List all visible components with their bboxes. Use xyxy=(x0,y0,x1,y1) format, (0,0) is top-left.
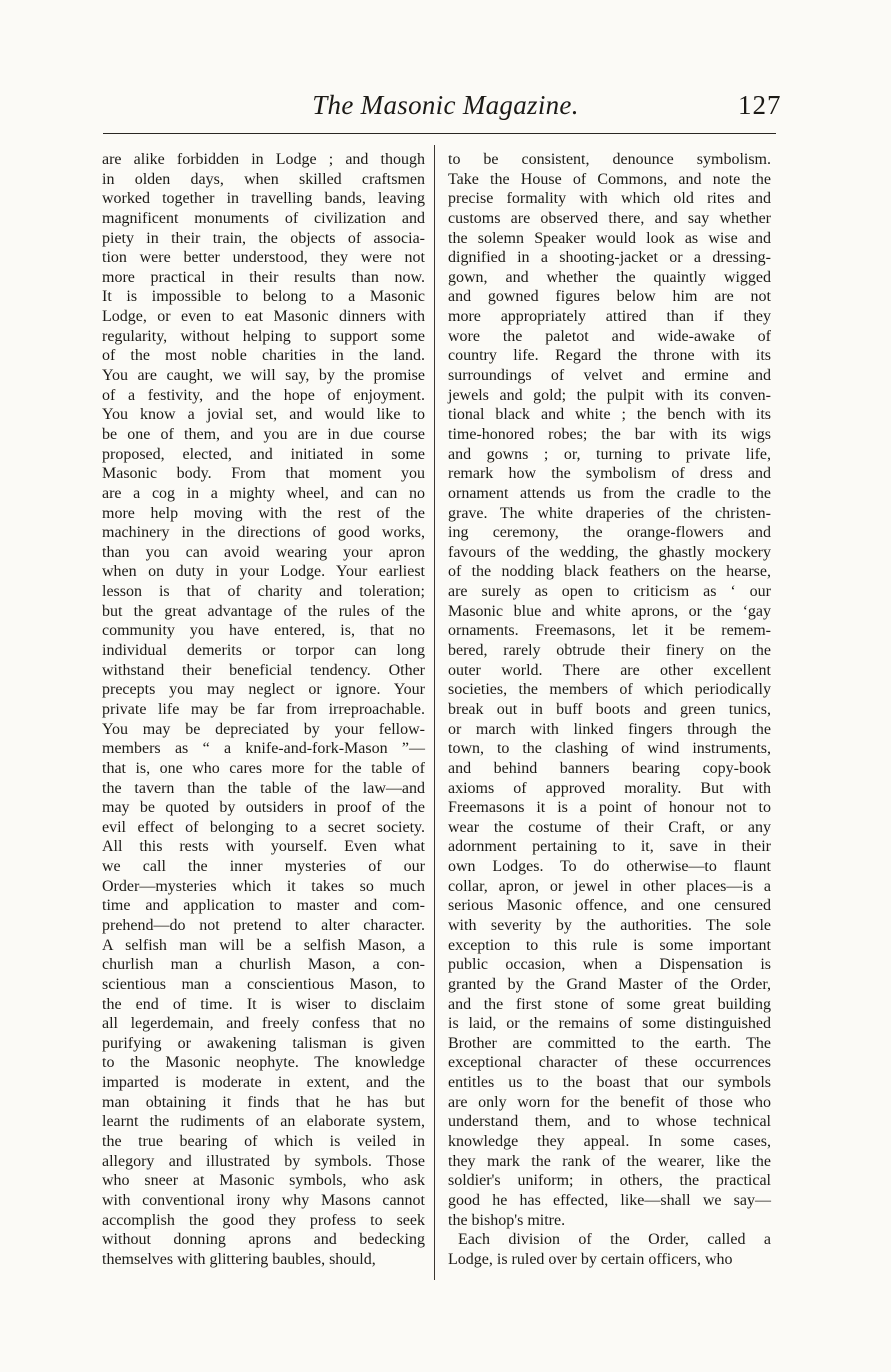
text-line: Lodge, is ruled over by certain officers, who xyxy=(448,1250,733,1268)
text-line: than you can avoid wearing your apron xyxy=(102,543,425,561)
text-line: remark how the symbolism of dress and xyxy=(448,465,771,483)
text-line: soldier's uniform; in others, the practical xyxy=(448,1172,771,1190)
text-line: man obtaining it finds that he has but xyxy=(102,1093,425,1111)
text-line: All this rests with yourself. Even what xyxy=(102,838,425,856)
text-line: be one of them, and you are in due course xyxy=(102,425,425,443)
text-line: exception to this rule is some important xyxy=(448,936,771,954)
text-line: knowledge they appeal. In some cases, xyxy=(448,1133,771,1151)
text-line: understand them, and to whose technical xyxy=(448,1113,771,1131)
text-line: own Lodges. To do otherwise—to flaunt xyxy=(448,858,771,876)
text-line: in olden days, when skilled craftsmen xyxy=(102,170,425,188)
text-line: You are caught, we will say, by the promise xyxy=(102,367,425,385)
text-line: country life. Regard the throne with its xyxy=(448,347,771,365)
text-line: are surely as open to criticism as ‘ our xyxy=(448,583,771,601)
text-line: proposed, elected, and initiated in some xyxy=(102,445,425,463)
running-title: The Masonic Magazine. xyxy=(312,90,579,120)
text-line: wore the paletot and wide-awake of xyxy=(448,327,771,345)
text-line: exceptional character of these occurrences xyxy=(448,1054,771,1072)
text-line: Order—mysteries which it takes so much xyxy=(102,877,425,895)
text-line: and gowned figures below him are not xyxy=(448,288,771,306)
text-line: the solemn Speaker would look as wise and xyxy=(448,229,771,247)
text-line: to the Masonic neophyte. The knowledge xyxy=(102,1054,425,1072)
text-line: that is, one who cares more for the table of xyxy=(102,759,425,777)
left-text-column xyxy=(102,150,425,1270)
text-line: magnificent monuments of civilization and xyxy=(102,209,425,227)
text-line: Masonic body. From that moment you xyxy=(102,465,425,483)
page-number: 127 xyxy=(738,90,782,120)
text-line: individual demerits or torpor can long xyxy=(102,642,425,660)
text-line: all legerdemain, and freely confess that no xyxy=(102,1015,425,1033)
text-line: community you have entered, is, that no xyxy=(102,622,425,640)
text-line: public occasion, when a Dispensation is xyxy=(448,956,771,974)
text-line: of the most noble charities in the land. xyxy=(102,347,425,365)
text-line: to be consistent, denounce symbolism. xyxy=(448,151,771,168)
header-rule xyxy=(103,133,776,134)
text-line: we call the inner mysteries of our xyxy=(102,858,425,876)
text-line: evil effect of belonging to a secret society. xyxy=(102,818,425,836)
text-line: gown, and whether the quaintly wigged xyxy=(448,268,771,286)
text-line: more help moving with the rest of the xyxy=(102,504,425,522)
text-line: ornaments. Freemasons, let it be remem- xyxy=(448,622,771,640)
text-line: the tavern than the table of the law—and xyxy=(102,779,425,797)
text-line: Take the House of Commons, and note the xyxy=(448,170,771,188)
text-line: of the nodding black feathers on the hearse, xyxy=(448,563,771,581)
text-line: favours of the wedding, the ghastly mockery xyxy=(448,543,771,561)
text-line: and gowns ; or, turning to private life, xyxy=(448,445,771,463)
text-line: societies, the members of which periodically xyxy=(448,681,771,699)
text-line: break out in buff boots and green tunics, xyxy=(448,700,771,718)
text-line: granted by the Grand Master of the Order, xyxy=(448,975,771,993)
text-line: grave. The white draperies of the christen- xyxy=(448,504,771,522)
column-divider xyxy=(434,145,435,1280)
text-line: town, to the clashing of wind instruments, xyxy=(448,740,771,758)
text-line: scientious man a conscientious Mason, to xyxy=(102,975,425,993)
text-line: piety in their train, the objects of associa- xyxy=(102,229,425,247)
text-line: adornment pertaining to it, save in their xyxy=(448,838,771,856)
text-line: bered, rarely obtrude their finery on the xyxy=(448,642,771,660)
text-line: with conventional irony why Masons cannot xyxy=(102,1191,425,1209)
page-header xyxy=(0,84,891,124)
text-line: time-honored robes; the bar with its wigs xyxy=(448,425,771,443)
text-line: ornament attends us from the cradle to the xyxy=(448,484,771,502)
text-line: time and application to master and com- xyxy=(102,897,425,915)
text-line: Brother are committed to the earth. The xyxy=(448,1034,771,1052)
text-line: imparted is moderate in extent, and the xyxy=(102,1074,425,1092)
text-line: may be quoted by outsiders in proof of the xyxy=(102,799,425,817)
text-line: precepts you may neglect or ignore. Your xyxy=(102,681,425,699)
text-line: are only worn for the benefit of those who xyxy=(448,1093,771,1111)
text-line: and behind banners bearing copy-book xyxy=(448,759,771,777)
text-line: but the great advantage of the rules of the xyxy=(102,602,425,620)
text-line: regularity, without helping to support some xyxy=(102,327,425,345)
text-line: without donning aprons and bedecking xyxy=(102,1231,425,1249)
text-line: collar, apron, or jewel in other places—is a xyxy=(448,877,771,895)
text-line: of a festivity, and the hope of enjoyment. xyxy=(102,386,425,404)
text-line: lesson is that of charity and toleration; xyxy=(102,583,425,601)
text-line: axioms of approved morality. But with xyxy=(448,779,771,797)
text-line: outer world. There are other excellent xyxy=(448,661,771,679)
text-line: ing ceremony, the orange-flowers and xyxy=(448,524,771,542)
text-line: the end of time. It is wiser to disclaim xyxy=(102,995,425,1013)
text-line: and the first stone of some great building xyxy=(448,995,771,1013)
text-line: they mark the rank of the wearer, like the xyxy=(448,1152,771,1170)
text-line: Masonic blue and white aprons, or the ‘gay xyxy=(448,602,771,620)
text-line: entitles us to the boast that our symbols xyxy=(448,1074,771,1092)
text-line: are alike forbidden in Lodge ; and though xyxy=(102,151,425,168)
text-line: accomplish the good they profess to seek xyxy=(102,1211,425,1229)
text-line: more appropriately attired than if they xyxy=(448,308,771,326)
text-line: learnt the rudiments of an elaborate system, xyxy=(102,1113,425,1131)
text-line: the true bearing of which is veiled in xyxy=(102,1133,425,1151)
text-line: jewels and gold; the pulpit with its conven- xyxy=(448,386,771,404)
text-line: tion were better understood, they were not xyxy=(102,249,425,267)
text-line: the bishop's mitre. xyxy=(448,1211,566,1229)
text-line: You may be depreciated by your fellow- xyxy=(102,720,425,738)
text-line: serious Masonic offence, and one censured xyxy=(448,897,771,915)
text-line: are a cog in a mighty wheel, and can no xyxy=(102,484,425,502)
text-line: themselves with glittering baubles, should, xyxy=(102,1250,376,1268)
text-line: is laid, or the remains of some distinguished xyxy=(448,1015,771,1033)
right-text-column xyxy=(448,150,771,1270)
text-line: machinery in the directions of good works, xyxy=(102,524,425,542)
text-line: A selfish man will be a selfish Mason, a xyxy=(102,936,425,954)
text-line: prehend—do not pretend to alter character. xyxy=(102,916,425,934)
text-line: when on duty in your Lodge. Your earliest xyxy=(102,563,425,581)
text-line: precise formality with which old rites and xyxy=(448,190,771,208)
text-line: who sneer at Masonic symbols, who ask xyxy=(102,1172,425,1190)
text-line: members as “ a knife-and-fork-Mason ”— xyxy=(102,740,425,758)
text-line: Each division of the Order, called a xyxy=(458,1231,771,1249)
text-line: You know a jovial set, and would like to xyxy=(102,406,425,424)
text-line: or march with linked fingers through the xyxy=(448,720,771,738)
text-line: with severity by the authorities. The sole xyxy=(448,916,771,934)
text-line: good he has effected, like—shall we say— xyxy=(448,1191,771,1209)
text-line: more practical in their results than now. xyxy=(102,268,425,286)
text-line: wear the costume of their Craft, or any xyxy=(448,818,771,836)
text-line: It is impossible to belong to a Masonic xyxy=(102,288,425,306)
text-line: Freemasons it is a point of honour not to xyxy=(448,799,771,817)
text-line: allegory and illustrated by symbols. Those xyxy=(102,1152,425,1170)
text-line: surroundings of velvet and ermine and xyxy=(448,367,771,385)
text-line: withstand their beneficial tendency. Other xyxy=(102,661,425,679)
text-line: dignified in a shooting-jacket or a dressing- xyxy=(448,249,771,267)
text-line: churlish man a churlish Mason, a con- xyxy=(102,956,425,974)
text-line: customs are observed there, and say whether xyxy=(448,209,771,227)
text-line: private life may be far from irreproachable. xyxy=(102,700,425,718)
text-line: tional black and white ; the bench with its xyxy=(448,406,771,424)
text-line: Lodge, or even to eat Masonic dinners with xyxy=(102,308,425,326)
text-line: worked together in travelling bands, leaving xyxy=(102,190,425,208)
text-line: purifying or awakening talisman is given xyxy=(102,1034,425,1052)
